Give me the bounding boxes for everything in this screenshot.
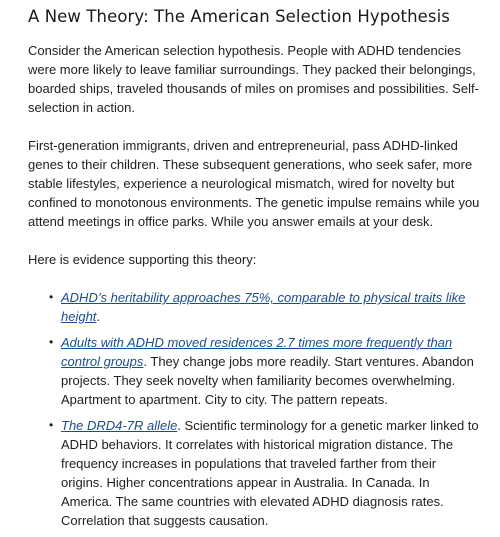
list-item-text: . Scientific terminology for a genetic marker linked to ADHD behaviors. It correlates with historical migration distance. The frequency increases in populations that traveled farther from their origins. Higher concentrations appear in Australia. In Canada. In America. The same countries with elevated ADHD diagnosis rates. Correlation that suggests causation. <box>61 418 479 528</box>
heritability-link[interactable]: ADHD’s heritability approaches 75%, comparable to physical traits like height <box>61 290 466 324</box>
list-item-text: . They change jobs more readily. Start ventures. Abandon projects. They seek novelty when familiarity becomes overwhelming. Apartment to apartment. City to city. The pattern repeats. <box>61 354 474 407</box>
relocation-study-link[interactable]: Adults with ADHD moved residences 2.7 times more frequently than control groups <box>61 335 453 369</box>
article-title: A New Theory: The American Selection Hypothesis <box>28 7 450 26</box>
bullet-icon: • <box>49 290 54 304</box>
paragraph-mismatch: First-generation immigrants, driven and entrepreneurial, pass ADHD-linked genes to their children. These subsequent generations, who seek safer, more stable lifestyles, experience a neurological mismatch, wired for novelty but confined to monotonous environments. The genetic impulse remains while you attend meetings in office parks. While you answer emails at your desk. <box>28 138 480 229</box>
paragraph-evidence-intro: Here is evidence supporting this theory: <box>28 252 257 267</box>
paragraph-hypothesis: Consider the American selection hypothesis. People with ADHD tendencies were more likely to leave familiar surroundings. They packed their belongings, boarded ships, traveled thousands of miles on promises and possibilities. Self-selection in action. <box>28 43 479 115</box>
evidence-list <box>28 288 480 530</box>
drd4-allele-link[interactable]: The DRD4-7R allele <box>61 418 178 433</box>
list-item-text: . <box>96 309 101 324</box>
list-item <box>49 333 480 409</box>
bullet-icon: • <box>49 418 54 432</box>
bullet-icon: • <box>49 335 54 349</box>
list-item <box>49 288 480 326</box>
list-item <box>49 416 480 530</box>
article <box>28 6 480 537</box>
